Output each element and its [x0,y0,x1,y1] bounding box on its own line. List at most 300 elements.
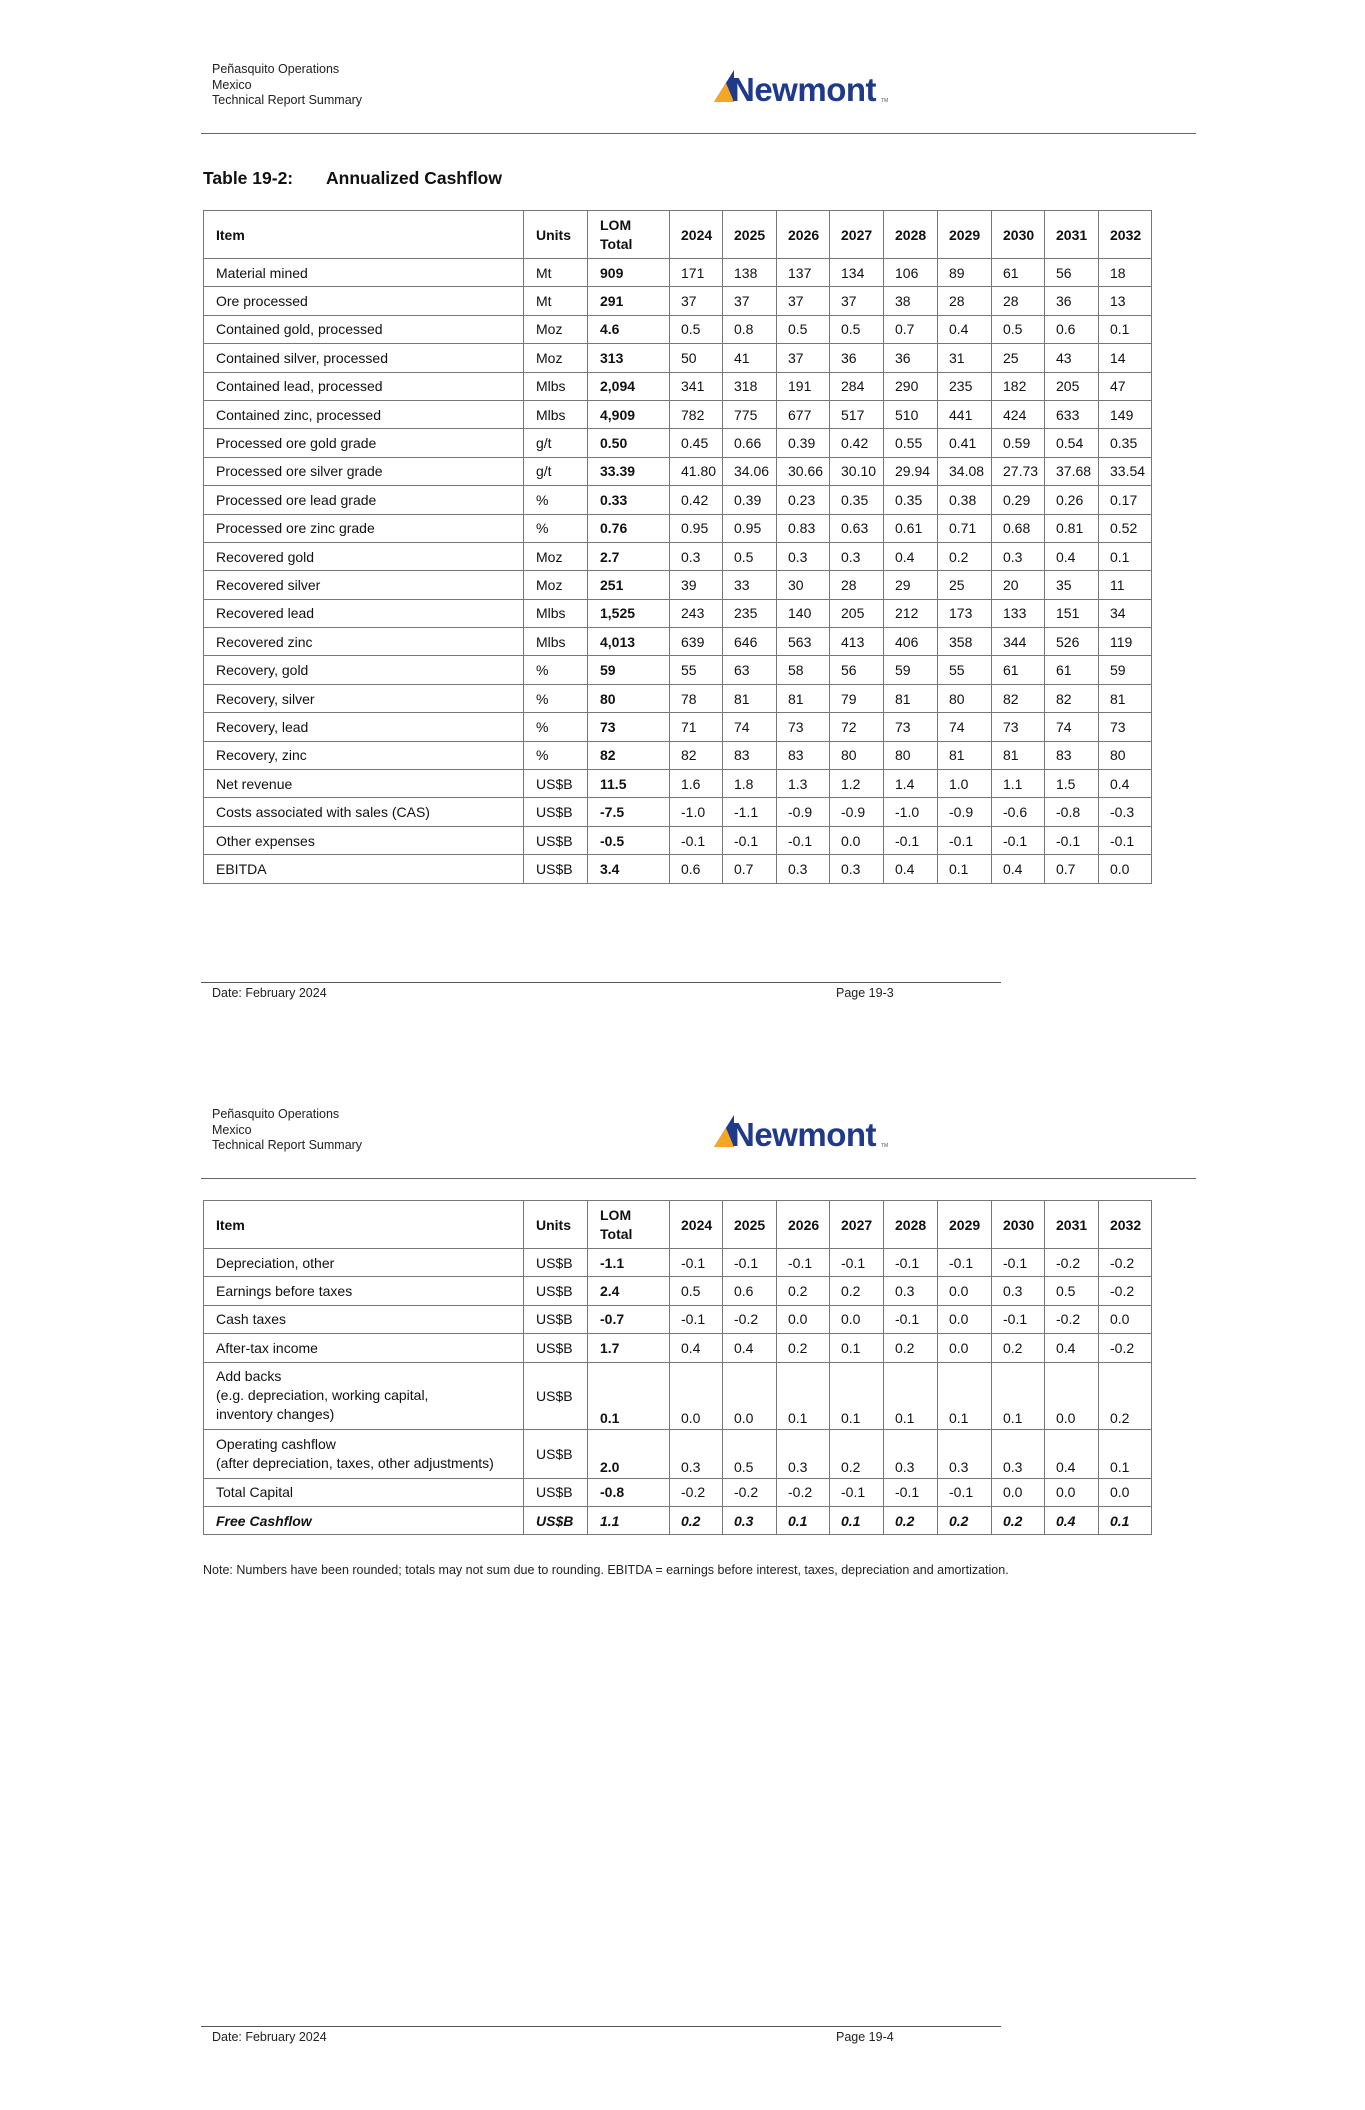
cell-2026: 37 [777,287,830,315]
cell-lom-total: -7.5 [588,798,670,826]
cell-2028: 80 [884,741,938,769]
cell-2031: 37.68 [1045,457,1099,485]
cell-2031: 82 [1045,684,1099,712]
cell-2028: 1.4 [884,770,938,798]
newmont-logo [712,1111,892,1151]
cell-2030: 0.3 [992,1429,1045,1478]
cell-units: % [524,684,588,712]
cell-2024: 0.5 [670,315,723,343]
cell-item: Recovery, lead [204,713,524,741]
cell-lom-total: 59 [588,656,670,684]
cell-2028: 29 [884,571,938,599]
cell-2030: 0.29 [992,486,1045,514]
table-row-recovery-lead [204,713,1152,741]
cell-2025: 0.6 [723,1277,777,1305]
cell-2026: 140 [777,599,830,627]
table-row-processed-ore-lead-grade [204,486,1152,514]
cell-2030: 28 [992,287,1045,315]
cell-2028: 0.2 [884,1334,938,1362]
cell-2032: 59 [1099,656,1152,684]
cell-item: After-tax income [204,1334,524,1362]
col-header-2025: 2025 [723,211,777,259]
cell-2031: -0.2 [1045,1305,1099,1333]
table-row-operating-cashflow [204,1429,1152,1478]
cell-2029: 28 [938,287,992,315]
cell-2028: -0.1 [884,1478,938,1506]
cell-2026: -0.1 [777,826,830,854]
table-caption: Annualized Cashflow [326,168,502,188]
cell-2028: 106 [884,259,938,287]
cell-item: Processed ore gold grade [204,429,524,457]
cell-item: Material mined [204,259,524,287]
table-row-recovered-lead [204,599,1152,627]
cell-lom-total: 2.0 [588,1429,670,1478]
col-header-2024: 2024 [670,211,723,259]
cell-2029: -0.1 [938,1249,992,1277]
cell-units: Mlbs [524,372,588,400]
cell-item: Ore processed [204,287,524,315]
cell-2028: 0.35 [884,486,938,514]
cell-2025: 0.5 [723,542,777,570]
cell-2024: 71 [670,713,723,741]
svg-text:Newmont: Newmont [731,1116,876,1151]
cell-units: % [524,514,588,542]
cell-2027: 0.5 [830,315,884,343]
cell-2031: 56 [1045,259,1099,287]
cell-2032: 14 [1099,344,1152,372]
cell-2024: 639 [670,628,723,656]
cell-2031: 633 [1045,400,1099,428]
cell-2029: -0.1 [938,1478,992,1506]
cell-2029: 25 [938,571,992,599]
cell-units: % [524,713,588,741]
cell-2032: 0.1 [1099,1429,1152,1478]
cell-2030: -0.1 [992,1249,1045,1277]
cell-2031: 0.0 [1045,1478,1099,1506]
cell-units: Mt [524,287,588,315]
cell-2024: 50 [670,344,723,372]
cell-2030: 0.3 [992,542,1045,570]
cell-2031: 205 [1045,372,1099,400]
table-row-ore-processed [204,287,1152,315]
page-19-4 [0,1045,1365,2110]
cell-2029: 0.1 [938,855,992,883]
cell-lom-total: 313 [588,344,670,372]
col-header-2031: 2031 [1045,211,1099,259]
table-header-row [204,1201,1152,1249]
cell-2029: 1.0 [938,770,992,798]
cell-2030: 73 [992,713,1045,741]
footer-divider [201,2026,1001,2027]
header-line-country: Mexico [212,77,252,92]
cell-2026: 0.1 [777,1362,830,1429]
cell-2026: 73 [777,713,830,741]
cell-2031: -0.1 [1045,826,1099,854]
cell-2028: 73 [884,713,938,741]
cell-2027: -0.9 [830,798,884,826]
cell-2026: 1.3 [777,770,830,798]
cell-2027: 80 [830,741,884,769]
cell-2030: 0.2 [992,1506,1045,1534]
cell-lom-total: 0.1 [588,1362,670,1429]
col-header-units: Units [524,1201,588,1249]
cell-2025: 646 [723,628,777,656]
col-header-units: Units [524,211,588,259]
cell-lom-total: 909 [588,259,670,287]
header-line-operation: Peñasquito Operations [212,62,340,76]
cell-2026: 0.83 [777,514,830,542]
cell-2027: 0.42 [830,429,884,457]
cell-2029: 31 [938,344,992,372]
cell-2030: 20 [992,571,1045,599]
cell-2028: 0.2 [884,1506,938,1534]
cell-item: Earnings before taxes [204,1277,524,1305]
cell-2025: 138 [723,259,777,287]
cell-item: Processed ore zinc grade [204,514,524,542]
cell-item: Other expenses [204,826,524,854]
cell-2025: -0.1 [723,1249,777,1277]
cell-2029: 0.71 [938,514,992,542]
cell-2029: 173 [938,599,992,627]
cell-2026: 81 [777,684,830,712]
table-row-after-tax-income [204,1334,1152,1362]
cell-2027: 0.1 [830,1334,884,1362]
cell-2030: 61 [992,656,1045,684]
cell-2032: 11 [1099,571,1152,599]
cell-2028: 29.94 [884,457,938,485]
cell-2024: 82 [670,741,723,769]
table-row-free-cashflow [204,1506,1152,1534]
cell-units: Moz [524,344,588,372]
cell-item: Net revenue [204,770,524,798]
col-header-2030: 2030 [992,1201,1045,1249]
cell-2026: 30.66 [777,457,830,485]
table-row-recovered-silver [204,571,1152,599]
table-header-row [204,211,1152,259]
cell-2025: 0.7 [723,855,777,883]
cell-2025: 0.8 [723,315,777,343]
cell-2026: 0.1 [777,1506,830,1534]
cell-2027: 413 [830,628,884,656]
cell-item: Recovered zinc [204,628,524,656]
table-row-contained-lead-processed [204,372,1152,400]
cell-2029: 0.3 [938,1429,992,1478]
cell-2024: 1.6 [670,770,723,798]
cell-2027: 134 [830,259,884,287]
cell-2027: 0.3 [830,542,884,570]
cell-2026: 37 [777,344,830,372]
cell-2031: 0.7 [1045,855,1099,883]
cell-2024: 0.2 [670,1506,723,1534]
cell-lom-total: 0.76 [588,514,670,542]
header-divider [201,1178,1196,1179]
cell-units: Moz [524,571,588,599]
cell-item: Cash taxes [204,1305,524,1333]
cell-lom-total: 3.4 [588,855,670,883]
col-header-2027: 2027 [830,1201,884,1249]
cell-lom-total: 2.4 [588,1277,670,1305]
cell-2027: 72 [830,713,884,741]
cell-2025: 41 [723,344,777,372]
cell-2029: 0.38 [938,486,992,514]
cell-2024: -0.1 [670,826,723,854]
cell-2024: 243 [670,599,723,627]
cell-2030: 0.0 [992,1478,1045,1506]
cell-2030: 0.4 [992,855,1045,883]
cell-item: Operating cashflow (after depreciation, taxes, other adjustments) [204,1429,524,1478]
header-line-country: Mexico [212,1122,252,1137]
cell-2026: -0.2 [777,1478,830,1506]
cell-2026: 137 [777,259,830,287]
table-row-contained-gold-processed [204,315,1152,343]
cell-2030: 1.1 [992,770,1045,798]
cell-2025: -0.1 [723,826,777,854]
cell-2030: 61 [992,259,1045,287]
cell-2028: 36 [884,344,938,372]
cell-2032: 0.4 [1099,770,1152,798]
cell-2027: 0.2 [830,1429,884,1478]
cell-item: Contained lead, processed [204,372,524,400]
cell-2025: 0.3 [723,1506,777,1534]
table-row-costs-associated-with-sales-cas [204,798,1152,826]
cell-2025: 33 [723,571,777,599]
cell-lom-total: 73 [588,713,670,741]
col-header-2032: 2032 [1099,1201,1152,1249]
cell-units: US$B [524,1277,588,1305]
cell-2031: 1.5 [1045,770,1099,798]
cell-2028: 0.3 [884,1429,938,1478]
cell-2025: -0.2 [723,1478,777,1506]
cell-2032: -0.3 [1099,798,1152,826]
cell-2028: 290 [884,372,938,400]
cell-2030: 0.5 [992,315,1045,343]
cell-2030: 344 [992,628,1045,656]
cell-2031: -0.2 [1045,1249,1099,1277]
cell-2027: 28 [830,571,884,599]
cell-units: US$B [524,1249,588,1277]
cell-2024: 41.80 [670,457,723,485]
cell-2027: 284 [830,372,884,400]
cell-2026: 0.3 [777,855,830,883]
cell-lom-total: 33.39 [588,457,670,485]
table-row-add-backs [204,1362,1152,1429]
cell-units: US$B [524,770,588,798]
cell-2026: 0.3 [777,542,830,570]
cell-2027: 0.1 [830,1362,884,1429]
cell-2029: 0.41 [938,429,992,457]
cell-2025: -1.1 [723,798,777,826]
cell-2027: 37 [830,287,884,315]
cell-item: Recovery, zinc [204,741,524,769]
footer-date: Date: February 2024 [212,986,327,1000]
cell-2029: -0.9 [938,798,992,826]
cell-lom-total: 1,525 [588,599,670,627]
cell-2032: 0.2 [1099,1362,1152,1429]
cell-2031: 74 [1045,713,1099,741]
cell-2032: 0.0 [1099,855,1152,883]
cell-item: Depreciation, other [204,1249,524,1277]
cell-item: Processed ore silver grade [204,457,524,485]
cell-2025: 63 [723,656,777,684]
cell-2025: 775 [723,400,777,428]
svg-text:TM: TM [881,1143,889,1149]
cell-units: US$B [524,1362,588,1429]
cell-2032: 0.0 [1099,1305,1152,1333]
cell-2028: 0.1 [884,1362,938,1429]
cell-item: Contained gold, processed [204,315,524,343]
col-header-2026: 2026 [777,1201,830,1249]
cell-2032: 0.0 [1099,1478,1152,1506]
cell-2026: 0.39 [777,429,830,457]
col-header-2032: 2032 [1099,211,1152,259]
cell-2031: 35 [1045,571,1099,599]
cell-2027: 0.3 [830,855,884,883]
cell-2031: 151 [1045,599,1099,627]
cell-2028: 406 [884,628,938,656]
cell-2032: -0.2 [1099,1334,1152,1362]
cell-2026: 563 [777,628,830,656]
cell-2025: 0.0 [723,1362,777,1429]
cell-2025: 235 [723,599,777,627]
cell-2031: 0.81 [1045,514,1099,542]
cell-2024: 0.4 [670,1334,723,1362]
cell-2032: 73 [1099,713,1152,741]
cell-units: US$B [524,1478,588,1506]
cell-2028: 0.4 [884,542,938,570]
cell-2026: 191 [777,372,830,400]
table-number: Table 19-2: [203,168,294,188]
cell-2024: 782 [670,400,723,428]
cell-units: g/t [524,457,588,485]
cell-2028: 510 [884,400,938,428]
cell-2024: 78 [670,684,723,712]
cell-lom-total: 291 [588,287,670,315]
cell-units: US$B [524,1429,588,1478]
report-header [212,62,362,109]
cell-2032: -0.2 [1099,1249,1152,1277]
cell-item: EBITDA [204,855,524,883]
cell-units: % [524,656,588,684]
cell-2032: 18 [1099,259,1152,287]
cell-2024: 341 [670,372,723,400]
cell-units: g/t [524,429,588,457]
cell-lom-total: 4,909 [588,400,670,428]
cell-item: Recovered silver [204,571,524,599]
col-header-item: Item [204,1201,524,1249]
cell-2029: 441 [938,400,992,428]
cell-2032: 33.54 [1099,457,1152,485]
cell-2031: 0.4 [1045,1334,1099,1362]
cell-2029: 358 [938,628,992,656]
cell-units: US$B [524,1334,588,1362]
cell-2024: 0.3 [670,1429,723,1478]
cell-2027: 0.2 [830,1277,884,1305]
col-header-2024: 2024 [670,1201,723,1249]
cell-2024: -0.1 [670,1305,723,1333]
table-row-processed-ore-gold-grade [204,429,1152,457]
cell-item: Add backs (e.g. depreciation, working capital, inventory changes) [204,1362,524,1429]
cell-lom-total: 1.1 [588,1506,670,1534]
cell-item: Recovery, gold [204,656,524,684]
cell-2031: 43 [1045,344,1099,372]
cell-2029: 0.0 [938,1334,992,1362]
cell-2031: 0.26 [1045,486,1099,514]
col-header-lom-total: LOM Total [588,1201,670,1249]
cell-units: % [524,486,588,514]
cell-2030: 25 [992,344,1045,372]
cell-2031: 0.4 [1045,1429,1099,1478]
cell-2030: 0.68 [992,514,1045,542]
cell-item: Contained silver, processed [204,344,524,372]
cell-2027: 56 [830,656,884,684]
cell-lom-total: -0.7 [588,1305,670,1333]
cell-units: Moz [524,315,588,343]
svg-text:Newmont: Newmont [731,71,876,106]
col-header-2027: 2027 [830,211,884,259]
cell-2028: -0.1 [884,1249,938,1277]
cell-2032: 119 [1099,628,1152,656]
cell-2032: 0.1 [1099,315,1152,343]
cell-2031: 0.4 [1045,1506,1099,1534]
cell-2032: 0.1 [1099,1506,1152,1534]
cell-2026: 30 [777,571,830,599]
cell-2032: 0.1 [1099,542,1152,570]
cell-2024: 0.0 [670,1362,723,1429]
cell-2032: 34 [1099,599,1152,627]
cell-2031: 36 [1045,287,1099,315]
cell-2028: 212 [884,599,938,627]
cell-2029: 80 [938,684,992,712]
newmont-logo [712,66,892,106]
cell-2027: -0.1 [830,1249,884,1277]
table-body-part2 [204,1249,1152,1535]
cell-2030: 182 [992,372,1045,400]
cell-2031: 0.54 [1045,429,1099,457]
cell-lom-total: 4.6 [588,315,670,343]
cell-lom-total: -0.8 [588,1478,670,1506]
cell-2030: -0.1 [992,826,1045,854]
cell-item: Recovered lead [204,599,524,627]
cell-units: Mlbs [524,400,588,428]
annualized-cashflow-table-part2 [203,1200,1152,1535]
header-line-report: Technical Report Summary [212,93,363,107]
table-row-processed-ore-silver-grade [204,457,1152,485]
cell-2024: 0.42 [670,486,723,514]
cell-2026: 83 [777,741,830,769]
cell-item: Free Cashflow [204,1506,524,1534]
cell-lom-total: 2.7 [588,542,670,570]
cell-lom-total: 1.7 [588,1334,670,1362]
table-row-processed-ore-zinc-grade [204,514,1152,542]
col-header-2028: 2028 [884,211,938,259]
cell-2026: 58 [777,656,830,684]
cell-2027: 0.35 [830,486,884,514]
cell-2029: 34.08 [938,457,992,485]
cell-2032: 80 [1099,741,1152,769]
cell-lom-total: 0.50 [588,429,670,457]
cell-2025: 74 [723,713,777,741]
cell-2024: 37 [670,287,723,315]
cell-2029: -0.1 [938,826,992,854]
table-row-cash-taxes [204,1305,1152,1333]
cell-2024: 171 [670,259,723,287]
cell-2029: 235 [938,372,992,400]
cell-units: Moz [524,542,588,570]
cell-2028: 0.55 [884,429,938,457]
cell-2031: 61 [1045,656,1099,684]
cell-2025: 83 [723,741,777,769]
table-row-material-mined [204,259,1152,287]
